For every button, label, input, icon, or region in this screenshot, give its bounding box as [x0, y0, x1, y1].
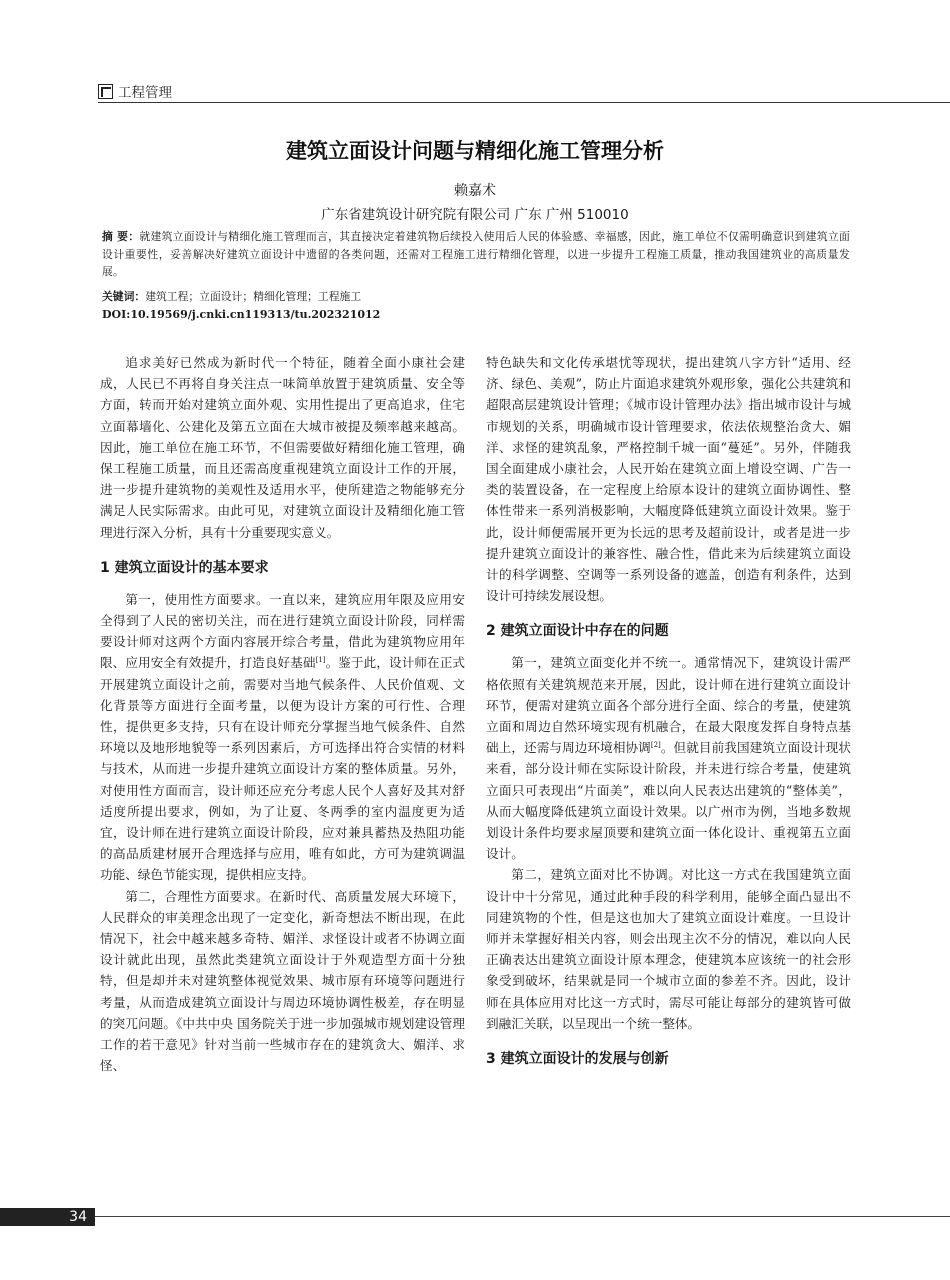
section-label: 工程管理 [118, 85, 172, 101]
paragraph: 第二，建筑立面对比不协调。对比这一方式在我国建筑立面设计中十分常见，通过此种手段的科学利用，能够全面凸显出不同建筑物的个性，但是这也加大了建筑立面设计难度。一旦设计师并未掌握好相关内容，则会出现主次不分的情况，难以向人民正确表达出建筑立面设计原本理念，使建筑本应该统一的社会形象受到破坏，结果就是同一个城市立面的参差不齐。因此，设计师在具体应用对比这一方式时，需尽可能让每部分的建筑皆可做到融汇关联，以呈现出一个统一整体。 [486, 867, 851, 1031]
keywords-label: 关键词： [102, 290, 146, 303]
left-column [100, 352, 465, 1077]
article-title: 建筑立面设计问题与精细化施工管理分析 [286, 139, 664, 163]
section-heading-2: 2 建筑立面设计中存在的问题 [486, 623, 669, 640]
paragraph-text: 。鉴于此，设计师在正式开展建筑立面设计之前，需要对当地气候条件、人民价值观、文化背景等方面进行全面考量，以便为设计方案的可行性、合理性，提供更多支持，只有在设计师充分掌握当地气候条件、自然环境以及地形地貌等一系列因素后，方可选择出符合实情的材料与技术，从而进一步提升建筑立面设计方案的整体质量。另外，对使用性方面而言，设计师还应充分考虑人民个人喜好及其对舒适度所提出要求，例如，为了让夏、冬两季的室内温度更为适宜，设计师在进行建筑立面设计阶段，应对兼具蓄热及热阻功能的高品质建材展开合理选择与应用，唯有如此，方可为建筑调温功能、绿色节能实现，提供相应支持。 [100, 655, 466, 883]
right-column [486, 352, 851, 1080]
page-number: 34 [0, 1208, 95, 1226]
paragraph [486, 652, 851, 864]
header-rule [98, 102, 950, 103]
keywords [102, 289, 850, 304]
keywords-text: 建筑工程；立面设计；精细化管理；工程施工 [145, 290, 362, 303]
author: 赖嘉术 [454, 183, 496, 199]
section-heading-3: 3 建筑立面设计的发展与创新 [486, 1051, 669, 1068]
doi: DOI:10.19569/j.cnki.cn119313/tu.202321012 [102, 308, 381, 321]
affiliation: 广东省建筑设计研究院有限公司 广东 广州 510010 [321, 207, 629, 223]
paragraph: 第二，合理性方面要求。在新时代、高质量发展大环境下，人民群众的审美理念出现了一定变化，新奇想法不断出现，在此情况下，社会中越来越多奇特、媚洋、求怪设计或者不协调立面设计就此出现，虽然此类建筑立面设计于外观造型方面十分独特，但是却并未对建筑整体视觉效果、城市原有环境等问题进行考量，从而造成建筑立面设计与周边环境协调性极差，存在明显的突兀问题。《中共中央 国务院关于进一步加强城市规划建设管理工作的若干意见》针对当前一些城市存在的建筑贪大、媚洋、求怪、 [100, 888, 465, 1074]
abstract-label: 摘 要： [102, 230, 140, 243]
journal-logo-icon [98, 84, 113, 99]
abstract [102, 228, 850, 281]
citation: [2] [650, 741, 661, 750]
paragraph-text: 第一，使用性方面要求。一直以来，建筑应用年限及应用安全得到了人民的密切关注，而在进行建筑立面设计阶段，同样需要设计师对这两个方面内容展开综合考量，借此为建筑物应用年限、应用安全有效提升，打造良好基础 [100, 591, 465, 671]
citation: [1] [315, 656, 326, 665]
paragraph [100, 589, 465, 886]
intro-paragraph: 追求美好已然成为新时代一个特征，随着全面小康社会建成，人民已不再将自身关注点一味简单放置于建筑质量、安全等方面，转而开始对建筑立面外观、实用性提出了更高追求，住宅立面幕墙化、公建化及第五立面在大城市被提及频率越来越高。因此，施工单位在施工环节，不但需要做好精细化施工管理，确保工程施工质量，而且还需高度重视建筑立面设计工作的开展，进一步提升建筑物的美观性及适用水平，使所建造之物能够充分满足人民实际需求。由此可见，对建筑立面设计及精细化施工管理进行深入分析，具有十分重要现实意义。 [100, 355, 465, 540]
paragraph-text: 。但就目前我国建筑立面设计现状来看，部分设计师在实际设计阶段，并未进行综合考量，使建筑立面只可表现出“片面美”，难以向人民表达出建筑的“整体美”，从而大幅度降低建筑立面设计效果。以广州市为例，当地多数规划设计条件均要求屋顶要和建筑立面一体化设计、重视第五立面设计。 [486, 740, 852, 862]
paragraph: 特色缺失和文化传承堪忧等现状，提出建筑八字方针“适用、经济、绿色、美观”，防止片面追求建筑外观形象，强化公共建筑和超限高层建筑设计管理；《城市设计管理办法》指出城市设计与城市规划的关系，明确城市设计管理要求，依法依规整治贪大、媚洋、求怪的建筑乱象，严格控制千城一面“蔓延”。另外，伴随我国全面建成小康社会，人民开始在建筑立面上增设空调、广告一类的装置设备，在一定程度上给原本设计的建筑立面协调性、整体性带来一系列消极影响，大幅度降低建筑立面设计效果。鉴于此，设计师便需展开更为长远的思考及超前设计，或者是进一步提升建筑立面设计的兼容性、融合性，借此来为后续建筑立面设计的科学调整、空调等一系列设备的遮盖，创造有利条件，达到设计可持续发展设想。 [486, 355, 851, 604]
running-header [98, 80, 172, 102]
footer-rule [95, 1216, 950, 1217]
section-heading-1: 1 建筑立面设计的基本要求 [100, 559, 269, 576]
paragraph-text: 第一，建筑立面变化并不统一。通常情况下，建筑设计需严格依照有关建筑规范来开展，因此，设计师在进行建筑立面设计环节，便需对建筑立面各个部分进行全面、综合的考量，使建筑立面和周边自然环境实现有机融合，在最大限度发挥自身特点基础上，还需与周边环境相协调 [486, 655, 851, 756]
abstract-text: 就建筑立面设计与精细化施工管理而言，其直接决定着建筑物后续投入使用后人民的体验感、幸福感，因此，施工单位不仅需明确意识到建筑立面设计重要性，妥善解决好建筑立面设计中遗留的各类问题，还需对工程施工进行精细化管理，以进一步提升工程施工质量，推动我国建筑业的高质量发展。 [102, 230, 850, 278]
